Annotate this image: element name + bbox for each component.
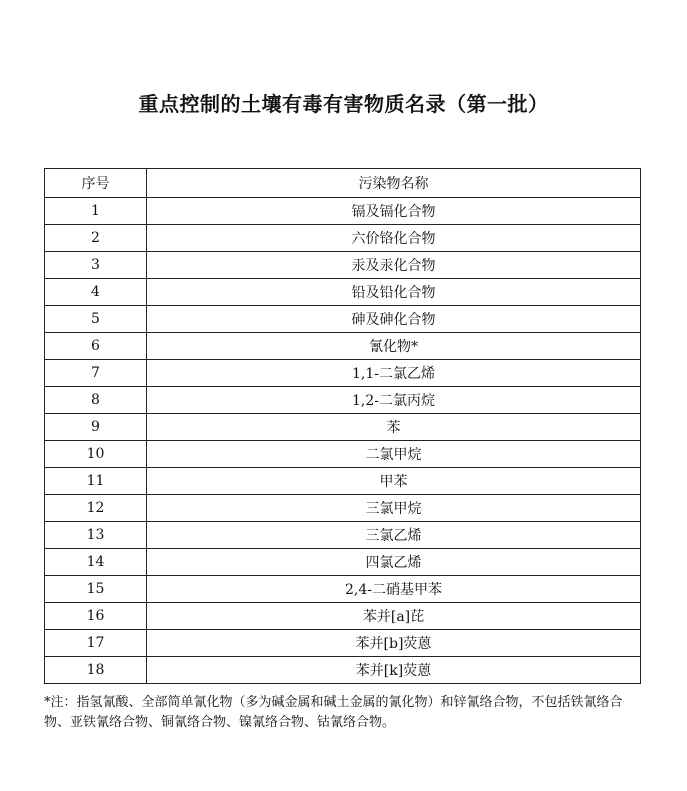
row-serial-number: 12	[45, 495, 147, 522]
row-serial-number: 18	[45, 657, 147, 684]
row-pollutant-name: 三氯乙烯	[147, 522, 641, 549]
row-serial-number: 5	[45, 306, 147, 333]
row-serial-number: 16	[45, 603, 147, 630]
row-serial-number: 7	[45, 360, 147, 387]
row-serial-number: 4	[45, 279, 147, 306]
row-pollutant-name: 氰化物*	[147, 333, 641, 360]
row-pollutant-name: 苯并[b]荧蒽	[147, 630, 641, 657]
table-row	[45, 603, 641, 630]
row-serial-number: 9	[45, 414, 147, 441]
row-pollutant-name: 1,1-二氯乙烯	[147, 360, 641, 387]
row-pollutant-name: 二氯甲烷	[147, 441, 641, 468]
row-serial-number: 17	[45, 630, 147, 657]
row-pollutant-name: 2,4-二硝基甲苯	[147, 576, 641, 603]
table-row	[45, 225, 641, 252]
table-body	[45, 198, 641, 684]
table-row	[45, 441, 641, 468]
table-row	[45, 387, 641, 414]
row-serial-number: 14	[45, 549, 147, 576]
row-serial-number: 10	[45, 441, 147, 468]
row-serial-number: 1	[45, 198, 147, 225]
row-pollutant-name: 汞及汞化合物	[147, 252, 641, 279]
row-serial-number: 6	[45, 333, 147, 360]
table-row	[45, 576, 641, 603]
row-pollutant-name: 三氯甲烷	[147, 495, 641, 522]
table-row	[45, 495, 641, 522]
table-row	[45, 360, 641, 387]
row-serial-number: 2	[45, 225, 147, 252]
row-pollutant-name: 砷及砷化合物	[147, 306, 641, 333]
row-serial-number: 15	[45, 576, 147, 603]
row-serial-number: 11	[45, 468, 147, 495]
header-serial-number: 序号	[45, 169, 147, 198]
table-row	[45, 657, 641, 684]
table-header-row	[45, 169, 641, 198]
footnote: *注：指氢氰酸、全部简单氰化物（多为碱金属和碱土金属的氰化物）和锌氰络合物，不包括铁氰络合物、亚铁氰络合物、铜氰络合物、镍氰络合物、钴氰络合物。	[44, 695, 623, 730]
table-row	[45, 306, 641, 333]
row-pollutant-name: 镉及镉化合物	[147, 198, 641, 225]
table-row	[45, 279, 641, 306]
table-row	[45, 549, 641, 576]
table-row	[45, 630, 641, 657]
table-row	[45, 333, 641, 360]
table-row	[45, 252, 641, 279]
row-serial-number: 13	[45, 522, 147, 549]
row-pollutant-name: 甲苯	[147, 468, 641, 495]
row-pollutant-name: 苯	[147, 414, 641, 441]
table-row	[45, 414, 641, 441]
row-pollutant-name: 四氯乙烯	[147, 549, 641, 576]
table-row	[45, 522, 641, 549]
row-pollutant-name: 苯并[k]荧蒽	[147, 657, 641, 684]
row-serial-number: 3	[45, 252, 147, 279]
header-pollutant-name: 污染物名称	[147, 169, 641, 198]
row-pollutant-name: 苯并[a]芘	[147, 603, 641, 630]
row-pollutant-name: 铅及铅化合物	[147, 279, 641, 306]
row-pollutant-name: 六价铬化合物	[147, 225, 641, 252]
table-row	[45, 198, 641, 225]
pollutant-table	[44, 168, 641, 684]
document-title: 重点控制的土壤有毒有害物质名录（第一批）	[138, 92, 549, 116]
row-serial-number: 8	[45, 387, 147, 414]
row-pollutant-name: 1,2-二氯丙烷	[147, 387, 641, 414]
table-row	[45, 468, 641, 495]
